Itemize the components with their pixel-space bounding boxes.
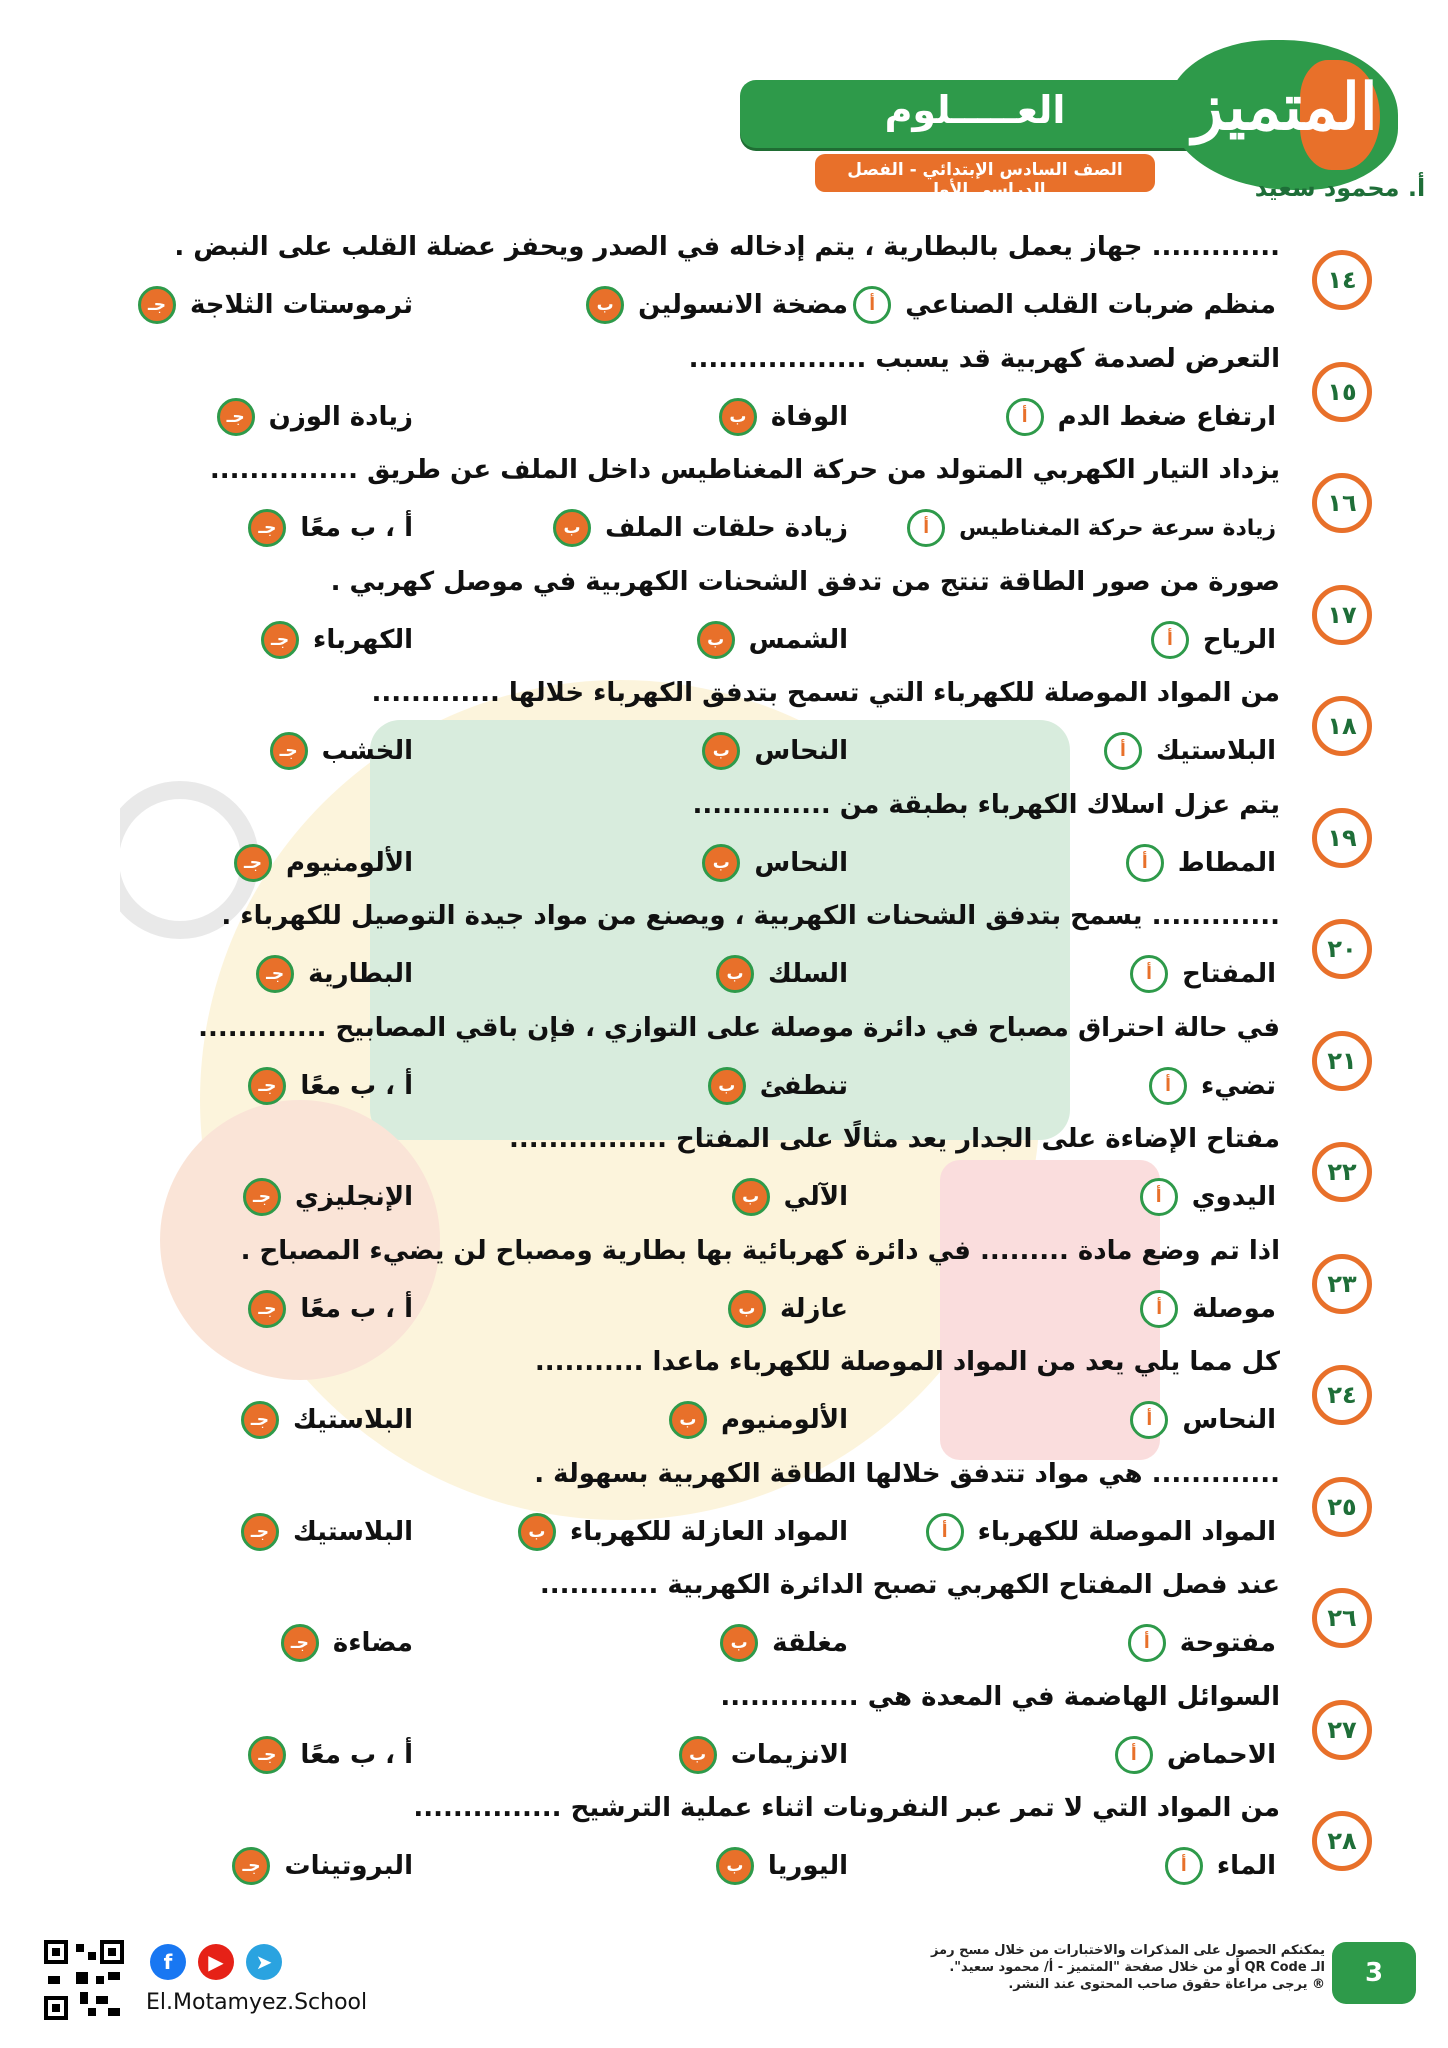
- option-b-badge: ب: [518, 1513, 556, 1551]
- option-b: [679, 1732, 848, 1778]
- option-c: [241, 1509, 413, 1555]
- option-c-badge: جـ: [243, 1178, 281, 1216]
- option-c: [248, 1286, 413, 1332]
- option-b-badge: ب: [732, 1178, 770, 1216]
- option-b-badge: ب: [716, 955, 754, 993]
- option-b-badge: ب: [697, 621, 735, 659]
- question-text: ............. هي مواد تتدفق خلالها الطاقة الكهربية بسهولة .: [534, 1458, 1280, 1489]
- option-a-text: المفتاح: [1182, 959, 1276, 989]
- question-text: اذا تم وضع مادة ......... في دائرة كهربائية بها بطارية ومصباح لن يضيء المصباح .: [240, 1235, 1280, 1266]
- option-c: [281, 1620, 413, 1666]
- question-item: [0, 1120, 1448, 1232]
- option-a-text: النحاس: [1182, 1405, 1276, 1435]
- option-a-text: اليدوي: [1191, 1182, 1276, 1212]
- logo-text: المتميز: [1192, 70, 1378, 145]
- option-b-text: زيادة حلقات الملف: [605, 513, 848, 543]
- option-c: [248, 505, 413, 551]
- question-text: عند فصل المفتاح الكهربي تصبح الدائرة الكهربية ............: [539, 1570, 1280, 1600]
- option-b: [719, 394, 848, 440]
- option-c-text: أ ، ب معًا: [300, 1070, 413, 1101]
- option-c-badge: جـ: [232, 1847, 270, 1885]
- question-item: [0, 563, 1448, 675]
- option-b: [702, 840, 848, 886]
- question-number: ٢٢: [1312, 1142, 1372, 1202]
- question-text: يتم عزل اسلاك الكهرباء بطبقة من ..............: [692, 789, 1280, 820]
- option-b-text: اليوريا: [767, 1851, 848, 1881]
- question-text: التعرض لصدمة كهربية قد يسبب ..................: [688, 343, 1280, 374]
- option-a-badge: أ: [1130, 955, 1168, 993]
- option-b: [518, 1509, 848, 1555]
- option-b-badge: ب: [708, 1067, 746, 1105]
- option-c: [243, 1174, 413, 1220]
- page-number: 3: [1332, 1942, 1416, 2004]
- option-c-text: زيادة الوزن: [268, 401, 413, 432]
- question-number: ١٦: [1312, 473, 1372, 533]
- question-number: ٢٥: [1312, 1477, 1372, 1537]
- option-a: [1140, 1286, 1276, 1332]
- question-text: كل مما يلي يعد من المواد الموصلة للكهرباء ماعدا ...........: [534, 1347, 1280, 1377]
- option-c: [234, 840, 413, 886]
- option-b: [716, 1843, 848, 1889]
- question-number: ١٤: [1312, 250, 1372, 310]
- option-b: [708, 1063, 848, 1109]
- teacher-name: أ. محمود سعيد: [1254, 174, 1426, 202]
- option-a-badge: أ: [1151, 621, 1189, 659]
- option-b-badge: ب: [702, 844, 740, 882]
- option-c: [138, 282, 413, 328]
- option-a: [1128, 1620, 1276, 1666]
- option-b: [728, 1286, 848, 1332]
- option-c-badge: جـ: [270, 732, 308, 770]
- option-c-badge: جـ: [281, 1624, 319, 1662]
- option-a-badge: أ: [907, 509, 945, 547]
- option-a: [1104, 728, 1276, 774]
- option-c: [248, 1063, 413, 1109]
- option-b: [716, 951, 848, 997]
- option-a: [1130, 951, 1276, 997]
- question-item: [0, 1009, 1448, 1121]
- option-a: [1151, 617, 1276, 663]
- option-a-badge: أ: [1140, 1178, 1178, 1216]
- option-b-text: الآلي: [783, 1182, 848, 1212]
- option-a-badge: أ: [1128, 1624, 1166, 1662]
- question-number: ٢٦: [1312, 1588, 1372, 1648]
- option-b: [669, 1397, 848, 1443]
- option-c-badge: جـ: [261, 621, 299, 659]
- option-c-text: ثرموستات الثلاجة: [190, 290, 413, 320]
- website-label: El.Motamyez.School: [146, 1990, 368, 2015]
- option-b: [732, 1174, 848, 1220]
- option-a: [1140, 1174, 1276, 1220]
- option-c-badge: جـ: [248, 1067, 286, 1105]
- option-b-text: النحاس: [754, 847, 848, 878]
- option-a-text: ارتفاع ضغط الدم: [1057, 401, 1276, 432]
- option-a-badge: أ: [926, 1513, 964, 1551]
- subject-title: العـــــلوم: [884, 88, 1066, 132]
- question-number: ٢٨: [1312, 1811, 1372, 1871]
- option-c-badge: جـ: [241, 1401, 279, 1439]
- option-a-badge: أ: [1104, 732, 1142, 770]
- option-c-text: الألومنيوم: [285, 847, 413, 878]
- option-c: [241, 1397, 413, 1443]
- footer-note-line2: الـ QR Code أو من خلال صفحة "المتميز - أ/ محمود سعيد".: [949, 1960, 1325, 1975]
- option-b-badge: ب: [679, 1736, 717, 1774]
- telegram-icon[interactable]: ➤: [246, 1944, 282, 1980]
- option-c: [261, 617, 413, 663]
- question-text: من المواد الموصلة للكهرباء التي تسمح بتدفق الكهرباء خلالها .............: [371, 678, 1280, 708]
- option-c-badge: جـ: [217, 398, 255, 436]
- footer-note: [915, 1942, 1325, 1993]
- option-b-badge: ب: [702, 732, 740, 770]
- question-number: ١٧: [1312, 585, 1372, 645]
- option-b-badge: ب: [720, 1624, 758, 1662]
- option-a-text: موصلة: [1192, 1293, 1276, 1324]
- question-number: ١٩: [1312, 808, 1372, 868]
- option-b-text: مضخة الانسولين: [638, 290, 848, 320]
- option-a-text: البلاستيك: [1155, 736, 1276, 766]
- option-b-text: تنطفئ: [759, 1070, 848, 1101]
- option-a: [1130, 1397, 1276, 1443]
- option-b: [697, 617, 848, 663]
- option-a-text: تضيء: [1201, 1070, 1276, 1101]
- question-number: ٢٧: [1312, 1700, 1372, 1760]
- option-b-badge: ب: [669, 1401, 707, 1439]
- option-b-text: النحاس: [754, 736, 848, 766]
- question-item: [0, 1678, 1448, 1790]
- option-a: [1006, 394, 1276, 440]
- option-c-text: البروتينات: [284, 1851, 413, 1881]
- option-c-text: أ ، ب معًا: [300, 1739, 413, 1770]
- option-a-text: زيادة سرعة حركة المغناطيس: [959, 515, 1276, 541]
- option-c-badge: جـ: [248, 1736, 286, 1774]
- option-c-badge: جـ: [248, 1290, 286, 1328]
- option-b-text: مغلقة: [772, 1628, 848, 1658]
- grade-label: الصف السادس الإبتدائي - الفصل الدراسي الأول: [847, 160, 1123, 200]
- footer-note-line3: ® يرجى مراعاة حقوق صاحب المحتوى عند النشر.: [1008, 1977, 1325, 1992]
- question-text: من المواد التي لا تمر عبر النفرونات اثناء عملية الترشيح ...............: [413, 1793, 1280, 1823]
- option-a: [1126, 840, 1276, 886]
- option-a: [1165, 1843, 1276, 1889]
- option-a-badge: أ: [853, 286, 891, 324]
- option-a: [1149, 1063, 1276, 1109]
- option-a-text: المطاط: [1177, 847, 1276, 878]
- option-b: [586, 282, 848, 328]
- option-b-text: الوفاة: [770, 401, 848, 432]
- option-a-badge: أ: [1140, 1290, 1178, 1328]
- option-b: [720, 1620, 848, 1666]
- option-b-text: الشمس: [748, 624, 848, 655]
- footer-note-line1: يمكنكم الحصول على المذكرات والاختبارات من خلال مسح رمز: [930, 1943, 1325, 1958]
- facebook-icon[interactable]: f: [150, 1944, 186, 1980]
- option-b-badge: ب: [719, 398, 757, 436]
- option-c-text: أ ، ب معًا: [300, 1293, 413, 1324]
- option-c-text: الإنجليزي: [294, 1182, 413, 1212]
- option-a-text: الرياح: [1202, 624, 1276, 655]
- option-b-text: المواد العازلة للكهرباء: [569, 1516, 848, 1547]
- question-text: يزداد التيار الكهربي المتولد من حركة المغناطيس داخل الملف عن طريق ...............: [209, 455, 1280, 485]
- option-c-text: مضاءة: [332, 1628, 413, 1658]
- question-text: ............. يسمح بتدفق الشحنات الكهربية ، ويصنع من مواد جيدة التوصيل للكهرباء .: [221, 901, 1280, 931]
- question-text: صورة من صور الطاقة تنتج من تدفق الشحنات الكهربية في موصل كهربي .: [330, 566, 1280, 597]
- option-c-badge: جـ: [248, 509, 286, 547]
- question-number: ١٥: [1312, 362, 1372, 422]
- option-c-text: الكهرباء: [313, 624, 413, 655]
- youtube-icon[interactable]: ▶: [198, 1944, 234, 1980]
- option-a-text: الاحماض: [1166, 1739, 1276, 1770]
- option-a: [926, 1509, 1276, 1555]
- question-number: ٢٤: [1312, 1365, 1372, 1425]
- option-a-text: الماء: [1216, 1851, 1276, 1881]
- option-c: [256, 951, 413, 997]
- option-c-badge: جـ: [256, 955, 294, 993]
- option-a: [1115, 1732, 1276, 1778]
- question-text: في حالة احتراق مصباح في دائرة موصلة على التوازي ، فإن باقي المصابيح .............: [198, 1012, 1280, 1043]
- qr-code-icon[interactable]: [44, 1940, 124, 2020]
- question-item: [0, 786, 1448, 898]
- option-b-badge: ب: [728, 1290, 766, 1328]
- option-c-badge: جـ: [241, 1513, 279, 1551]
- option-c-badge: جـ: [138, 286, 176, 324]
- question-number: ٢٠: [1312, 919, 1372, 979]
- question-item: [0, 1232, 1448, 1344]
- question-item: [0, 451, 1448, 563]
- option-b-badge: ب: [553, 509, 591, 547]
- option-a-badge: أ: [1115, 1736, 1153, 1774]
- option-a-text: منظم ضربات القلب الصناعي: [905, 290, 1276, 320]
- option-a: [907, 505, 1276, 551]
- question-list: [0, 228, 1448, 1901]
- option-a: [853, 282, 1276, 328]
- question-item: [0, 1789, 1448, 1901]
- question-item: [0, 674, 1448, 786]
- option-a-badge: أ: [1126, 844, 1164, 882]
- option-c: [270, 728, 413, 774]
- option-b-badge: ب: [586, 286, 624, 324]
- option-b-badge: ب: [716, 1847, 754, 1885]
- option-a-text: مفتوحة: [1179, 1628, 1276, 1658]
- question-item: [0, 228, 1448, 340]
- option-a-badge: أ: [1149, 1067, 1187, 1105]
- option-b: [553, 505, 848, 551]
- question-text: السوائل الهاضمة في المعدة هي ..............: [720, 1681, 1280, 1712]
- option-c-text: أ ، ب معًا: [300, 513, 413, 543]
- question-number: ٢١: [1312, 1031, 1372, 1091]
- option-b: [702, 728, 848, 774]
- option-a-badge: أ: [1165, 1847, 1203, 1885]
- question-text: مفتاح الإضاءة على الجدار يعد مثالًا على المفتاح ................: [508, 1124, 1280, 1154]
- question-item: [0, 1343, 1448, 1455]
- option-c-text: البطارية: [308, 959, 413, 989]
- option-b-text: الألومنيوم: [720, 1405, 848, 1435]
- option-c-badge: جـ: [234, 844, 272, 882]
- question-item: [0, 340, 1448, 452]
- option-c: [232, 1843, 413, 1889]
- option-c-text: الخشب: [321, 736, 413, 766]
- option-a-text: المواد الموصلة للكهرباء: [977, 1516, 1276, 1547]
- option-c: [248, 1732, 413, 1778]
- question-item: [0, 1566, 1448, 1678]
- question-text: ............. جهاز يعمل بالبطارية ، يتم إدخاله في الصدر ويحفز عضلة القلب على النبض .: [174, 232, 1280, 262]
- option-b-text: عازلة: [779, 1293, 848, 1324]
- option-a-badge: أ: [1006, 398, 1044, 436]
- question-number: ٢٣: [1312, 1254, 1372, 1314]
- question-item: [0, 1455, 1448, 1567]
- option-a-badge: أ: [1130, 1401, 1168, 1439]
- option-c-text: البلاستيك: [292, 1405, 413, 1435]
- option-b-text: السلك: [768, 959, 848, 989]
- option-c-text: البلاستيك: [292, 1516, 413, 1547]
- option-b-text: الانزيمات: [730, 1739, 848, 1770]
- question-item: [0, 897, 1448, 1009]
- question-number: ١٨: [1312, 696, 1372, 756]
- option-c: [217, 394, 413, 440]
